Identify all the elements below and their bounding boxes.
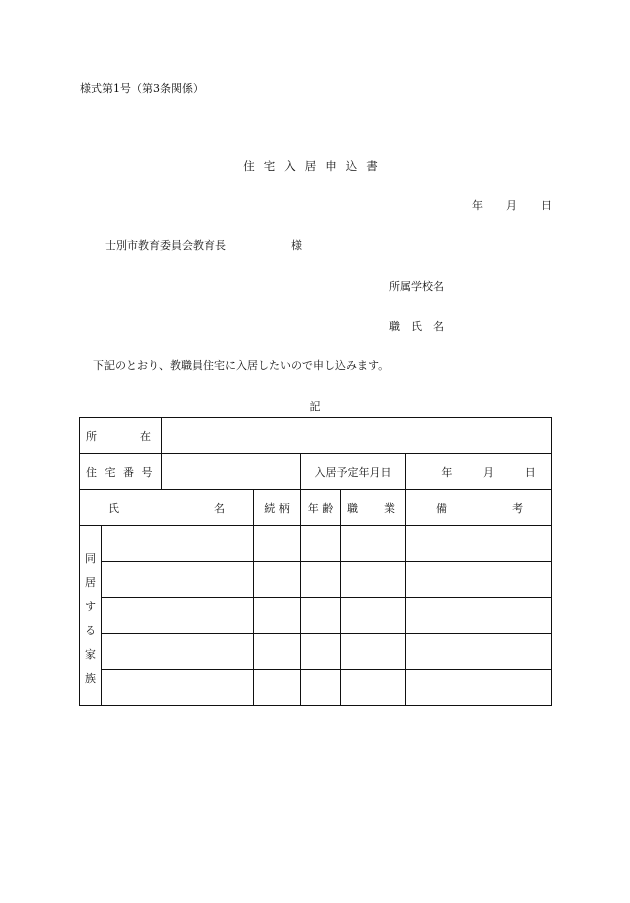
family-age-field[interactable] [301, 634, 341, 670]
form-number: 様式第1号（第3条関係） [80, 82, 204, 95]
family-row [80, 562, 552, 598]
family-row [80, 634, 552, 670]
relationship-header: 続 柄 [254, 490, 301, 526]
remarks-header-b: 考 [512, 501, 524, 515]
family-remarks-field[interactable] [406, 634, 552, 670]
family-remarks-field[interactable] [406, 526, 552, 562]
family-name-field[interactable] [102, 562, 254, 598]
family-name-field[interactable] [102, 670, 254, 706]
family-remarks-field[interactable] [406, 670, 552, 706]
family-relationship-field[interactable] [254, 634, 301, 670]
move-in-month-label: 月 [483, 465, 495, 479]
date-day-label: 日 [541, 199, 552, 212]
family-age-field[interactable] [301, 670, 341, 706]
family-occupation-field[interactable] [341, 598, 406, 634]
family-relationship-field[interactable] [254, 598, 301, 634]
family-occupation-field[interactable] [341, 526, 406, 562]
family-name-field[interactable] [102, 634, 254, 670]
application-statement: 下記のとおり、教職員住宅に入居したいので申し込みます。 [93, 359, 390, 372]
family-name-field[interactable] [102, 598, 254, 634]
family-age-field[interactable] [301, 598, 341, 634]
family-label-cell [80, 526, 102, 706]
location-label-b: 在 [140, 429, 151, 443]
location-label-cell [80, 418, 162, 454]
house-number-label: 住 宅 番 号 [80, 454, 162, 490]
family-remarks-field[interactable] [406, 562, 552, 598]
family-name-field[interactable] [102, 526, 254, 562]
move-in-date-field[interactable] [406, 454, 552, 490]
move-in-label: 入居予定年月日 [301, 454, 406, 490]
family-relationship-field[interactable] [254, 562, 301, 598]
ki-heading: 記 [309, 400, 321, 413]
family-label-char: 居 [85, 575, 96, 589]
family-age-field[interactable] [301, 526, 341, 562]
remarks-header-a: 備 [436, 501, 447, 515]
family-occupation-field[interactable] [341, 670, 406, 706]
family-occupation-field[interactable] [341, 634, 406, 670]
family-label-char: す [85, 599, 96, 613]
age-header: 年 齢 [301, 490, 341, 526]
school-name-label: 所属学校名 [389, 280, 444, 293]
family-row [80, 526, 552, 562]
family-header-row [80, 490, 552, 526]
move-in-year-label: 年 [441, 465, 453, 479]
remarks-header [406, 490, 552, 526]
family-label-char: 族 [85, 671, 96, 685]
location-field[interactable] [162, 418, 552, 454]
location-row [80, 418, 552, 454]
addressee: 士別市教育委員会教育長 [105, 239, 226, 252]
family-label-char: 家 [85, 647, 96, 661]
location-label-a: 所 [86, 429, 97, 443]
applicant-name-label: 職氏名 [389, 320, 455, 333]
family-relationship-field[interactable] [254, 670, 301, 706]
honorific: 様 [291, 239, 302, 252]
name-header-a: 氏 [108, 501, 119, 515]
name-header-b: 名 [214, 501, 225, 515]
occupation-header-a: 職 [347, 501, 358, 515]
occupation-header-b: 業 [384, 501, 395, 515]
family-age-field[interactable] [301, 562, 341, 598]
family-row [80, 598, 552, 634]
family-relationship-field[interactable] [254, 526, 301, 562]
occupation-header [341, 490, 406, 526]
name-header [80, 490, 254, 526]
family-remarks-field[interactable] [406, 598, 552, 634]
family-row [80, 670, 552, 706]
family-occupation-field[interactable] [341, 562, 406, 598]
family-label-char: る [85, 623, 96, 637]
document-title: 住宅入居申込書 [243, 159, 387, 173]
application-table [79, 417, 552, 706]
move-in-day-label: 日 [524, 465, 536, 479]
house-number-row [80, 454, 552, 490]
date-year-label: 年 [472, 199, 483, 212]
date-month-label: 月 [506, 199, 517, 212]
house-number-field[interactable] [162, 454, 301, 490]
family-label-char: 同 [85, 551, 96, 565]
